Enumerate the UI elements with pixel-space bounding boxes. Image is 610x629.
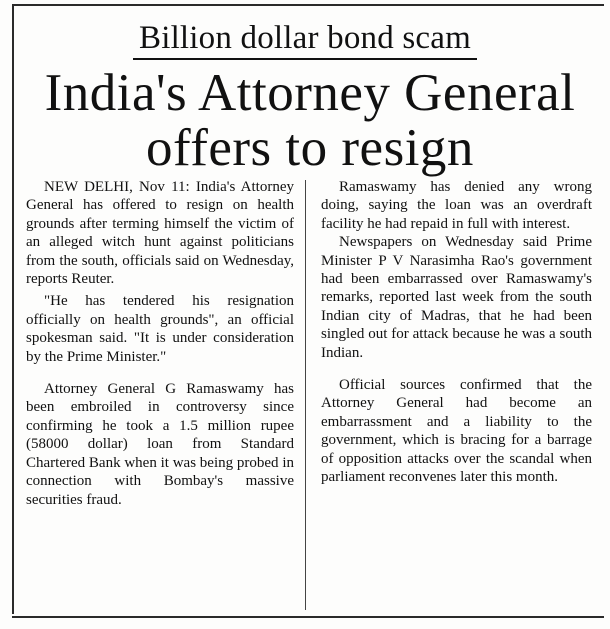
paragraph: Newspapers on Wednesday said Prime Minister P V Narasimha Rao's government had been embarrassed over Ramaswamy's remarks, reported last week from the south Indian city of Madras, that he had been singled out for attack because he was a south Indian. bbox=[321, 234, 592, 361]
paragraph: Official sources confirmed that the Attorney General had become an embarrassment and a liability to the government, which is bracing for a barrage of opposition attacks over the scandal when parliament reconvenes later this month. bbox=[321, 377, 592, 486]
column-divider bbox=[305, 180, 306, 610]
headline-line-1: India's Attorney General bbox=[44, 64, 576, 122]
left-column bbox=[26, 178, 294, 509]
paragraph: Attorney General G Ramaswamy has been embroiled in controversy since confirming he took a 1.5 million rupee (58000 dollar) loan from Standard Chartered Bank when it was being probed in connection with Bombay's massive securities fraud. bbox=[26, 381, 294, 508]
bottom-rule bbox=[12, 616, 604, 618]
top-rule bbox=[12, 4, 604, 6]
headline-line-2: offers to resign bbox=[146, 119, 474, 177]
paragraph: Ramaswamy has denied any wrong doing, saying the loan was an overdraft facility he had repaid in full with interest. bbox=[321, 179, 592, 232]
kicker-headline: Billion dollar bond scam bbox=[133, 20, 477, 60]
right-column bbox=[321, 178, 592, 487]
main-headline bbox=[10, 66, 610, 176]
kicker-container bbox=[0, 20, 610, 60]
paragraph: NEW DELHI, Nov 11: India's Attorney General has offered to resign on health grounds after terming himself the victim of an alleged witch hunt against politicians from the south, officials said on Wednesday, reports Reuter. bbox=[26, 179, 294, 288]
paragraph: "He has tendered his resignation officially on health grounds", an official spokesman said. "It is under consideration by the Prime Minister." bbox=[26, 293, 294, 365]
